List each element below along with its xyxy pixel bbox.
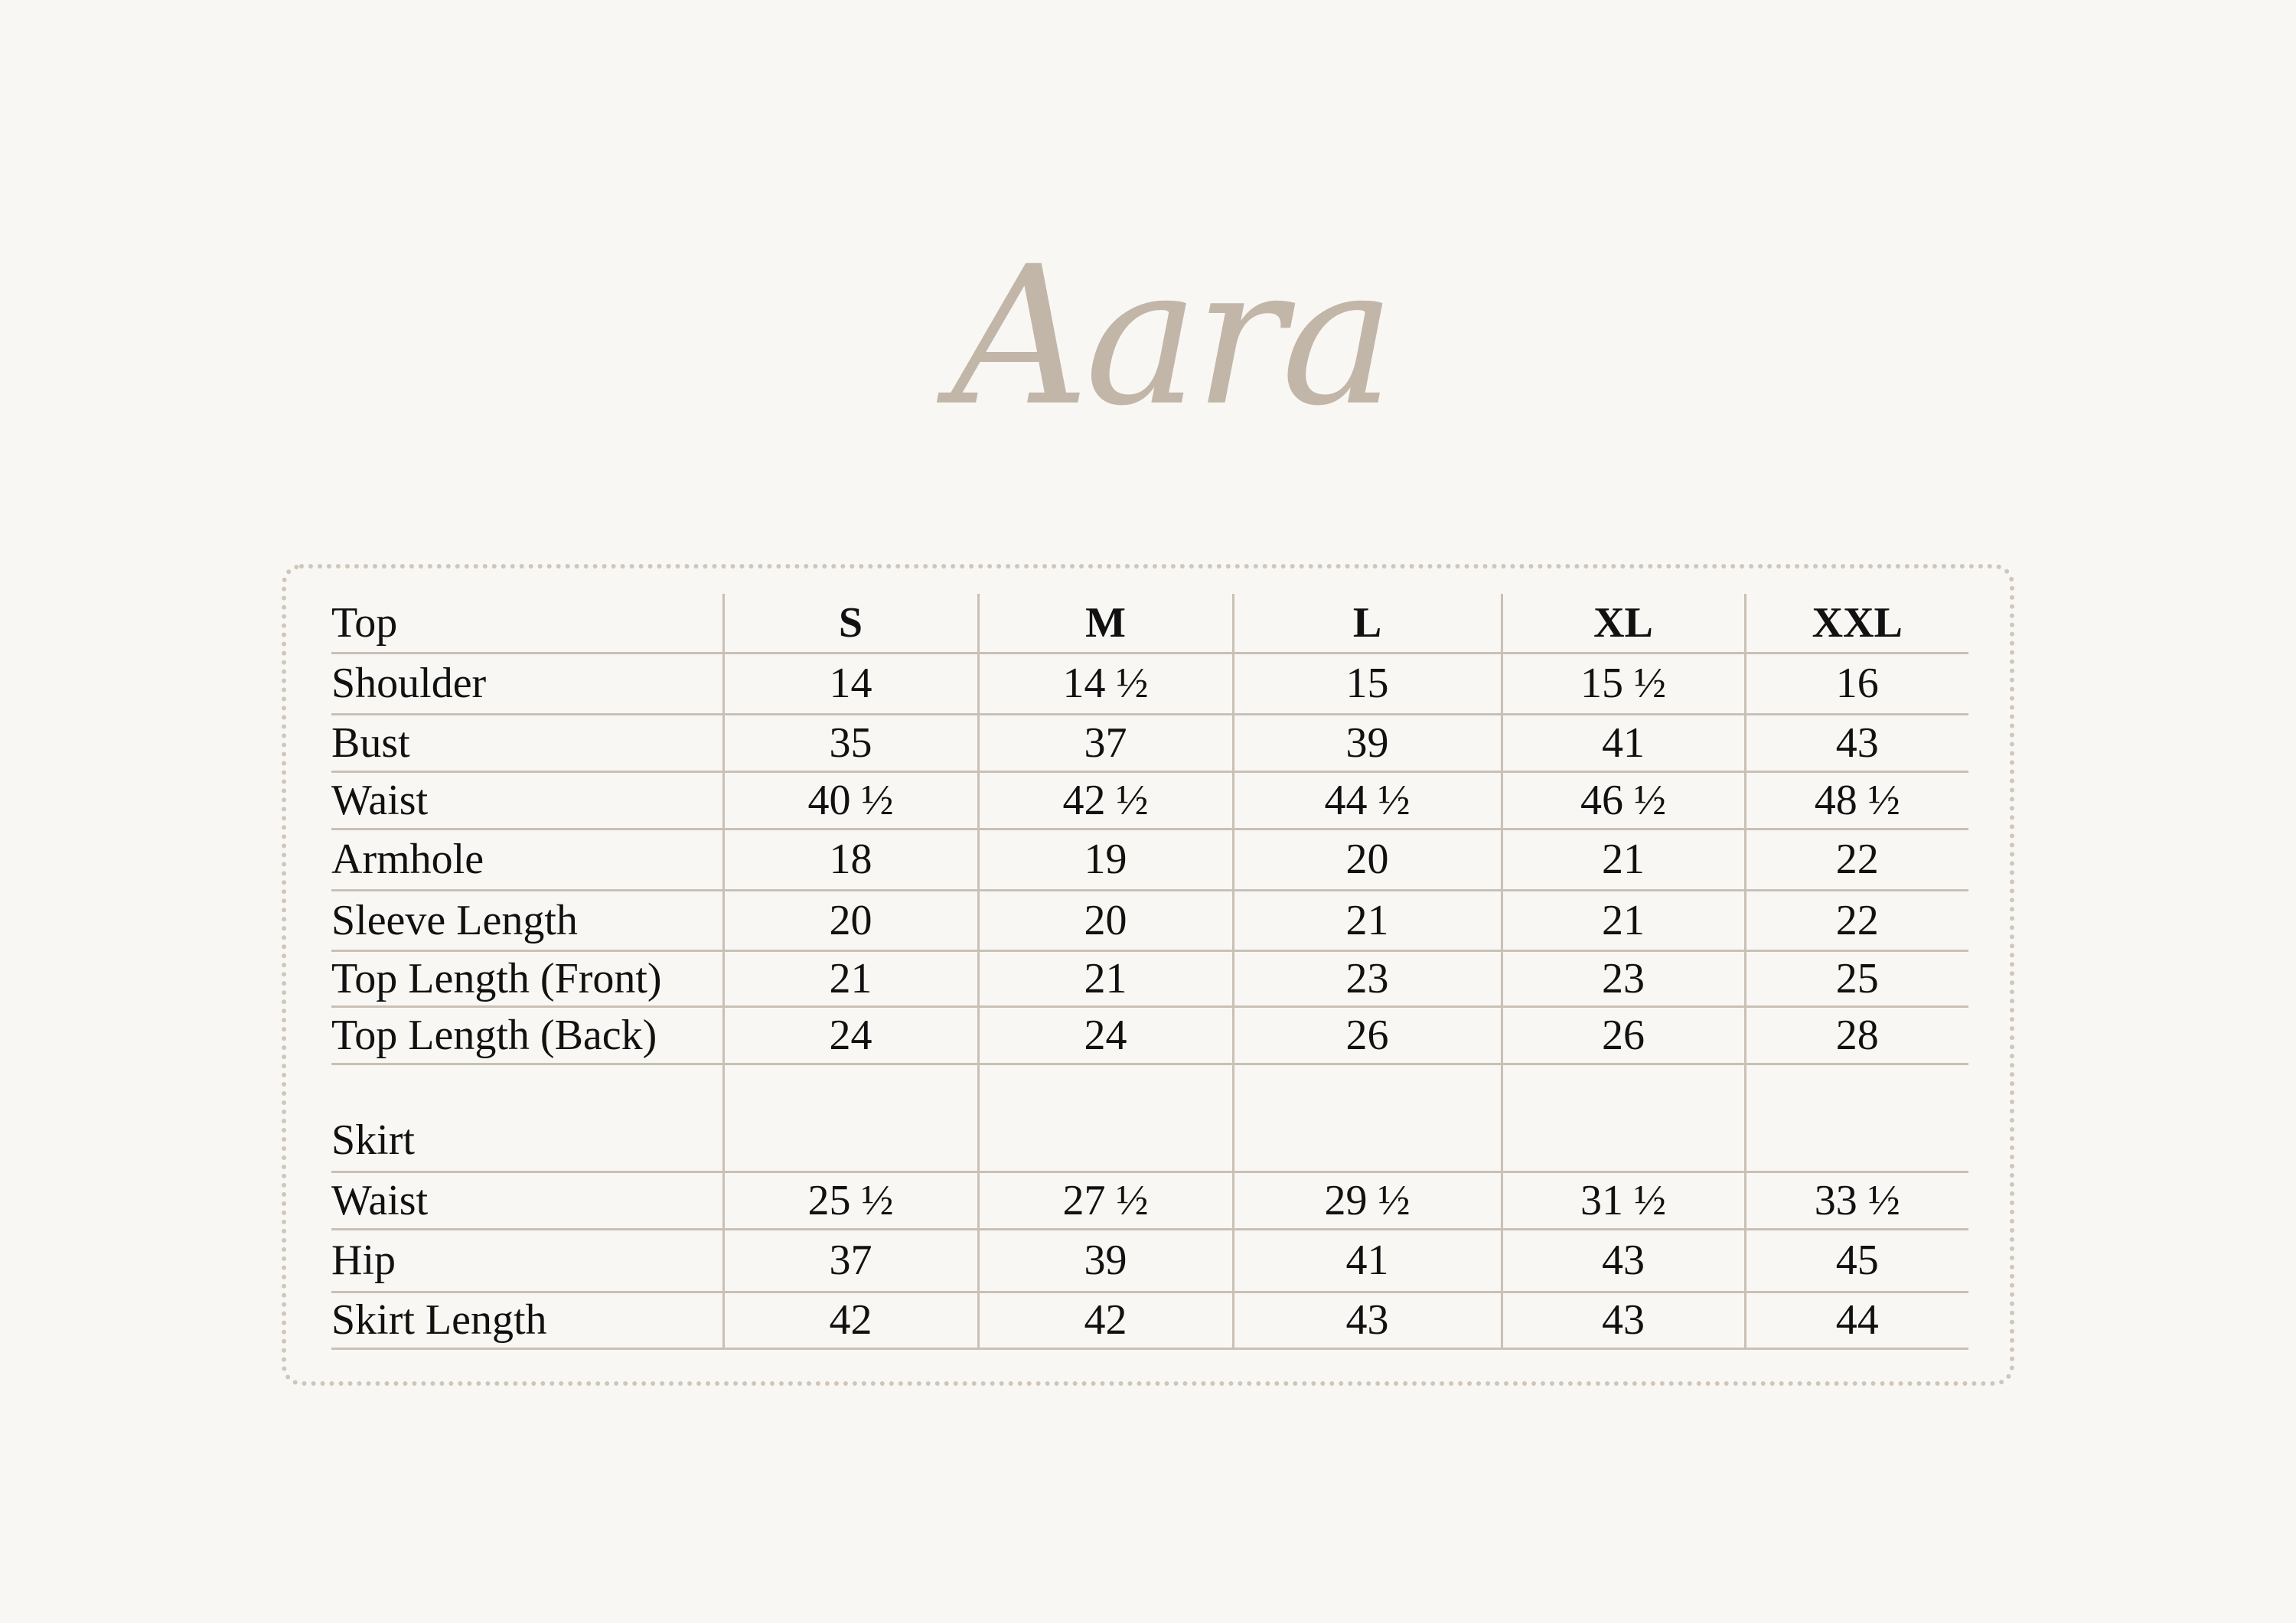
size-value: 42 <box>723 1292 978 1348</box>
row-label: Shoulder <box>331 653 723 714</box>
size-value: 33 ½ <box>1745 1172 1968 1229</box>
table-row <box>331 653 1968 714</box>
size-value: 28 <box>1745 1006 1968 1064</box>
section-title-skirt: Skirt <box>331 1064 723 1172</box>
size-value: 20 <box>978 890 1233 950</box>
size-value: 24 <box>723 1006 978 1064</box>
size-value: 43 <box>1745 714 1968 771</box>
size-value: 39 <box>978 1229 1233 1292</box>
section-row-skirt <box>331 1064 1968 1172</box>
size-value: 21 <box>978 950 1233 1006</box>
size-value: 35 <box>723 714 978 771</box>
size-value: 15 <box>1233 653 1502 714</box>
size-value: 26 <box>1233 1006 1502 1064</box>
size-value: 25 <box>1745 950 1968 1006</box>
size-value: 31 ½ <box>1502 1172 1745 1229</box>
table-row <box>331 890 1968 950</box>
brand-logo: Aara <box>951 225 1391 448</box>
row-label: Bust <box>331 714 723 771</box>
size-value: 43 <box>1502 1292 1745 1348</box>
size-value: 18 <box>723 829 978 890</box>
table-row <box>331 1292 1968 1348</box>
size-value: 48 ½ <box>1745 771 1968 829</box>
size-value: 44 ½ <box>1233 771 1502 829</box>
size-value: 20 <box>723 890 978 950</box>
size-value: 19 <box>978 829 1233 890</box>
size-value: 42 ½ <box>978 771 1233 829</box>
size-value: 23 <box>1502 950 1745 1006</box>
size-value: 37 <box>723 1229 978 1292</box>
size-value: 22 <box>1745 829 1968 890</box>
size-value: 26 <box>1502 1006 1745 1064</box>
size-value: 21 <box>1233 890 1502 950</box>
size-value: 39 <box>1233 714 1502 771</box>
size-value: 22 <box>1745 890 1968 950</box>
row-label: Armhole <box>331 829 723 890</box>
size-value: 46 ½ <box>1502 771 1745 829</box>
size-value: 43 <box>1502 1229 1745 1292</box>
size-value: 14 ½ <box>978 653 1233 714</box>
size-value: 27 ½ <box>978 1172 1233 1229</box>
size-value: 14 <box>723 653 978 714</box>
row-label: Skirt Length <box>331 1292 723 1348</box>
size-chart-table <box>331 594 1968 1350</box>
empty-cell <box>1233 1064 1502 1172</box>
size-value: 23 <box>1233 950 1502 1006</box>
empty-cell <box>1502 1064 1745 1172</box>
table-row <box>331 1172 1968 1229</box>
size-value: 15 ½ <box>1502 653 1745 714</box>
row-label: Sleeve Length <box>331 890 723 950</box>
size-value: 43 <box>1233 1292 1502 1348</box>
size-header-m: M <box>978 594 1233 653</box>
size-value: 16 <box>1745 653 1968 714</box>
table-row <box>331 1006 1968 1064</box>
empty-cell <box>723 1064 978 1172</box>
table-row <box>331 950 1968 1006</box>
size-value: 24 <box>978 1006 1233 1064</box>
table-row <box>331 771 1968 829</box>
size-header-xl: XL <box>1502 594 1745 653</box>
size-value: 25 ½ <box>723 1172 978 1229</box>
size-header-s: S <box>723 594 978 653</box>
size-header-l: L <box>1233 594 1502 653</box>
size-value: 21 <box>1502 890 1745 950</box>
size-value: 40 ½ <box>723 771 978 829</box>
table-row <box>331 1229 1968 1292</box>
section-title-top: Top <box>331 594 723 653</box>
size-value: 44 <box>1745 1292 1968 1348</box>
header-row <box>331 594 1968 653</box>
table-row <box>331 714 1968 771</box>
size-value: 20 <box>1233 829 1502 890</box>
size-value: 21 <box>723 950 978 1006</box>
table-row <box>331 829 1968 890</box>
empty-cell <box>978 1064 1233 1172</box>
size-value: 21 <box>1502 829 1745 890</box>
size-value: 41 <box>1233 1229 1502 1292</box>
row-label: Top Length (Back) <box>331 1006 723 1064</box>
size-header-xxl: XXL <box>1745 594 1968 653</box>
row-label: Top Length (Front) <box>331 950 723 1006</box>
row-label: Hip <box>331 1229 723 1292</box>
empty-cell <box>1745 1064 1968 1172</box>
size-value: 41 <box>1502 714 1745 771</box>
size-value: 37 <box>978 714 1233 771</box>
row-label: Waist <box>331 1172 723 1229</box>
size-value: 29 ½ <box>1233 1172 1502 1229</box>
row-label: Waist <box>331 771 723 829</box>
size-value: 42 <box>978 1292 1233 1348</box>
size-value: 45 <box>1745 1229 1968 1292</box>
